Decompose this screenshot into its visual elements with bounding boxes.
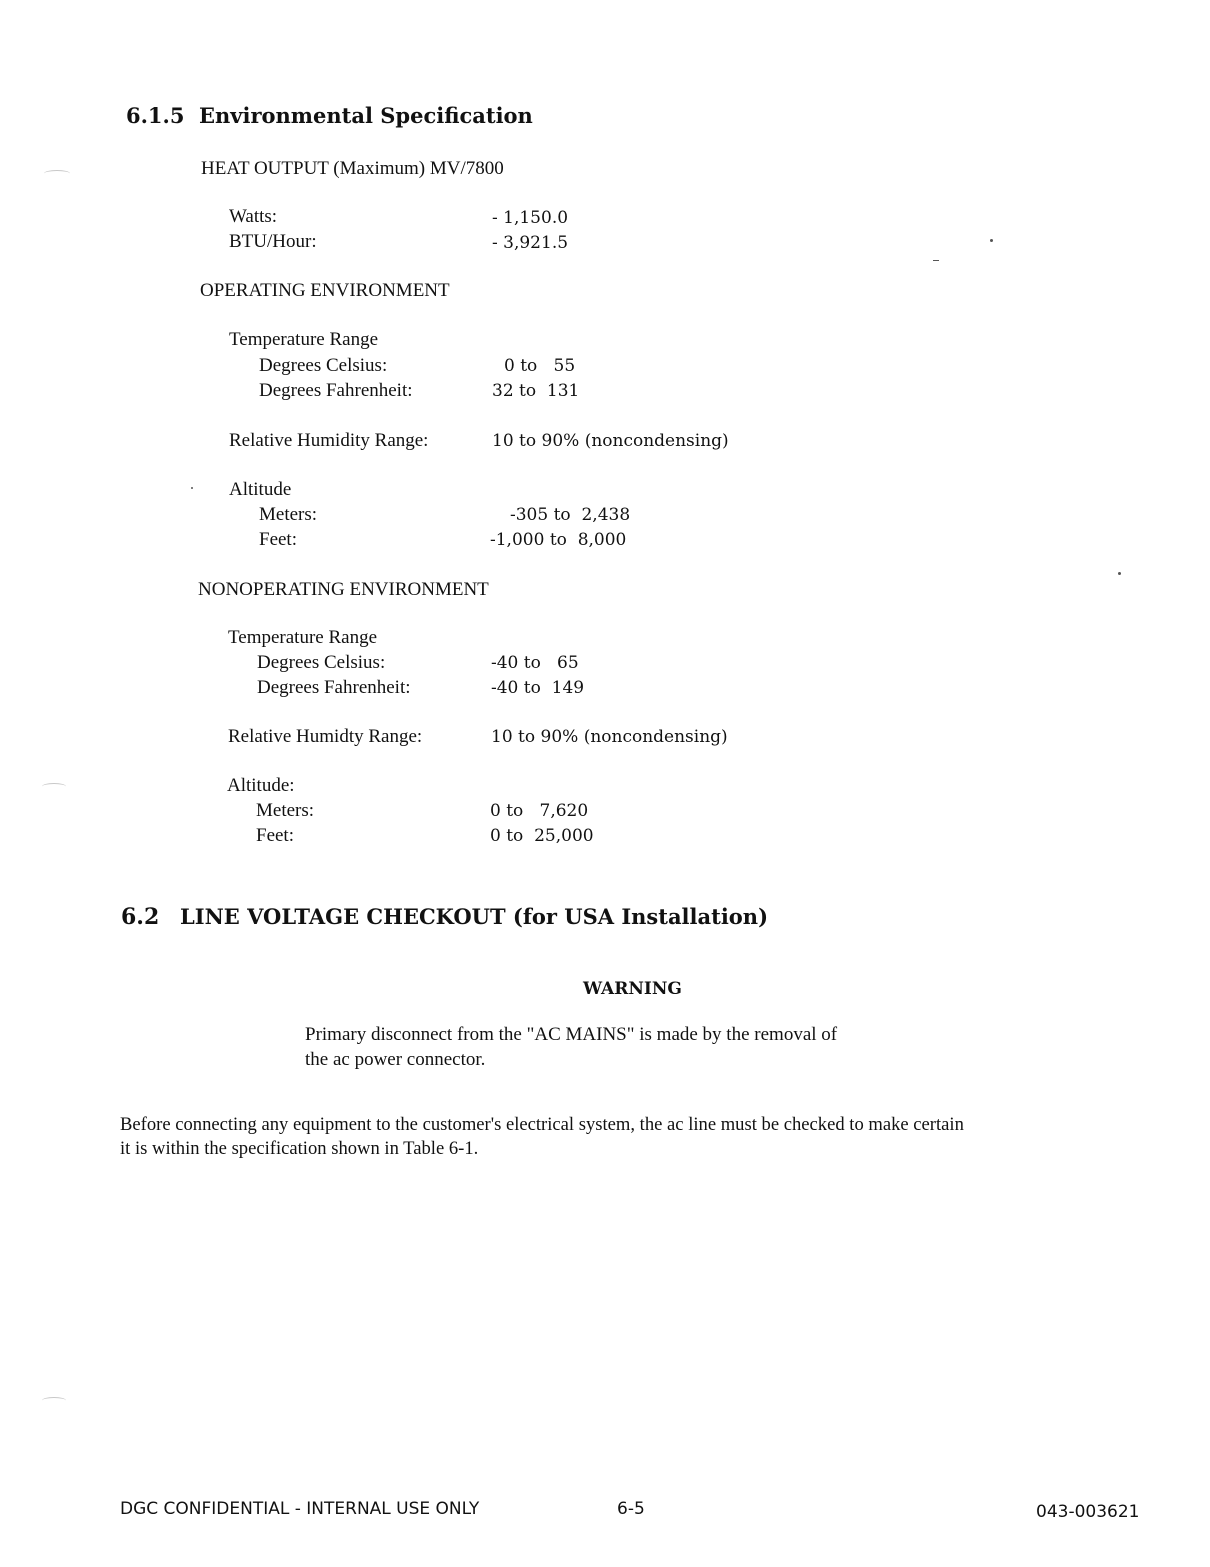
btu-label: BTU/Hour: (229, 231, 317, 252)
nonoperating-humidity-value: 10 to 90% (noncondensing) (491, 727, 728, 747)
section-6-2-title: LINE VOLTAGE CHECKOUT (for USA Installation) (180, 904, 769, 929)
nonoperating-fahrenheit-value: -40 to 149 (491, 678, 585, 698)
operating-meters-value: -305 to 2,438 (510, 505, 631, 525)
footer-confidential: DGC CONFIDENTIAL - INTERNAL USE ONLY (120, 1499, 480, 1519)
scan-speck (933, 260, 939, 261)
body-paragraph-line-1: Before connecting any equipment to the customer's electrical system, the ac line must be checked to make certain (120, 1114, 964, 1135)
warning-text-line-1: Primary disconnect from the "AC MAINS" is made by the removal of (305, 1024, 838, 1045)
warning-title: WARNING (583, 979, 682, 999)
btu-value: - 3,921.5 (492, 233, 569, 253)
scan-mark (42, 1397, 66, 1404)
nonoperating-meters-value: 0 to 7,620 (490, 801, 589, 821)
nonoperating-celsius-label: Degrees Celsius: (257, 652, 386, 673)
operating-celsius-value: 0 to 55 (504, 356, 576, 376)
nonoperating-altitude-heading: Altitude: (227, 775, 295, 796)
nonoperating-environment-heading: NONOPERATING ENVIRONMENT (198, 579, 489, 600)
nonoperating-temperature-heading: Temperature Range (228, 627, 378, 648)
scan-speck (990, 239, 993, 242)
operating-humidity-value: 10 to 90% (noncondensing) (492, 431, 729, 451)
footer-document-number: 043-003621 (1036, 1502, 1140, 1522)
nonoperating-feet-label: Feet: (256, 825, 294, 846)
operating-feet-label: Feet: (259, 529, 297, 550)
nonoperating-meters-label: Meters: (256, 800, 315, 821)
operating-fahrenheit-label: Degrees Fahrenheit: (259, 380, 413, 401)
nonoperating-feet-value: 0 to 25,000 (490, 826, 594, 846)
section-number: 6.1.5 (126, 103, 185, 128)
scan-mark (44, 170, 70, 177)
operating-altitude-heading: Altitude (229, 479, 292, 500)
nonoperating-celsius-value: -40 to 65 (491, 653, 579, 673)
nonoperating-fahrenheit-label: Degrees Fahrenheit: (257, 677, 411, 698)
operating-environment-heading: OPERATING ENVIRONMENT (200, 280, 450, 301)
operating-meters-label: Meters: (259, 504, 318, 525)
body-paragraph-line-2: it is within the specification shown in Table 6-1. (120, 1138, 479, 1159)
scan-speck (1118, 572, 1121, 575)
scan-speck (191, 487, 193, 489)
operating-fahrenheit-value: 32 to 131 (492, 381, 580, 401)
heat-output-heading: HEAT OUTPUT (Maximum) MV/7800 (201, 158, 504, 179)
operating-feet-value: -1,000 to 8,000 (490, 530, 627, 550)
section-title: Environmental Specification (199, 103, 533, 128)
operating-celsius-label: Degrees Celsius: (259, 355, 388, 376)
operating-temperature-heading: Temperature Range (229, 329, 379, 350)
watts-label: Watts: (229, 206, 278, 227)
operating-humidity-label: Relative Humidity Range: (229, 430, 429, 451)
watts-value: - 1,150.0 (492, 208, 569, 228)
section-6-2-number: 6.2 (121, 904, 160, 930)
warning-text-line-2: the ac power connector. (305, 1049, 486, 1070)
footer-page-number: 6-5 (617, 1499, 645, 1519)
nonoperating-humidity-label: Relative Humidty Range: (228, 726, 423, 747)
scan-mark (42, 783, 66, 790)
